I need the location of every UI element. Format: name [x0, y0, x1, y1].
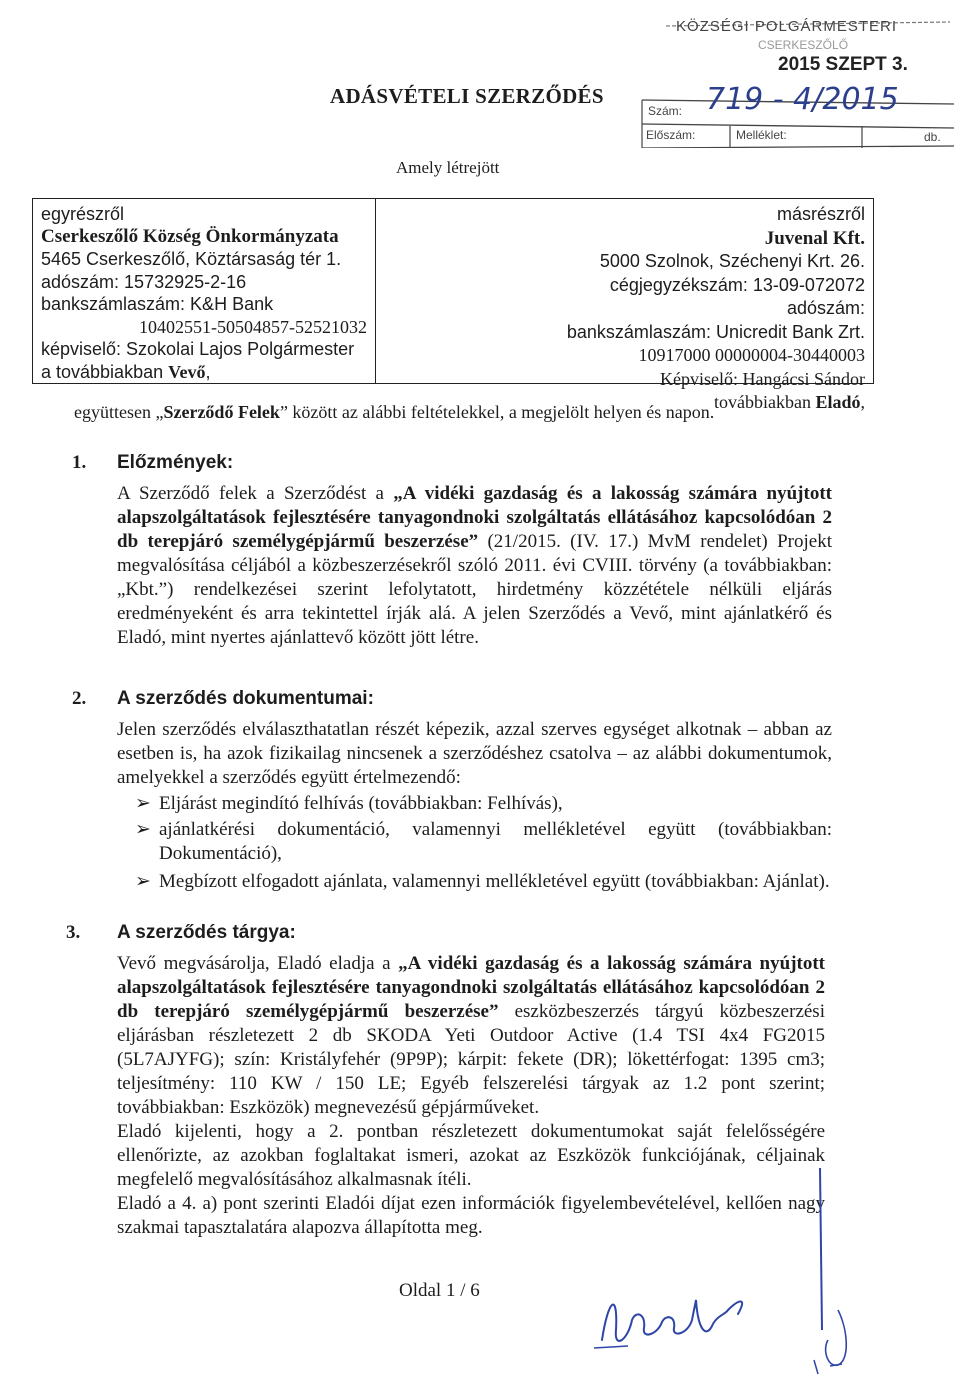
- section-2-bullets: [117, 792, 832, 894]
- seller-account: 10917000 00000004-30440003: [638, 345, 865, 365]
- buyer-bank: bankszámlaszám: K&H Bank: [41, 294, 274, 314]
- seller-reg: cégjegyzékszám: 13-09-072072: [609, 274, 865, 295]
- seller-rep: Képviselő: Hangácsi Sándor: [660, 368, 865, 389]
- section-3-text: [117, 952, 825, 1120]
- section-3-num-text: 3.: [66, 922, 81, 943]
- section-3-title: A szerződés tárgya:: [117, 922, 296, 943]
- parties-together: [74, 402, 714, 423]
- arrow-bullet-icon: ➢: [135, 871, 151, 892]
- buyer-hereinafter: [41, 361, 367, 384]
- section-1-number: [72, 452, 86, 474]
- stamp-town: CSERKESZŐLŐ: [758, 38, 849, 52]
- buyer-name: Cserkeszőlő Község Önkormányzata: [41, 225, 339, 247]
- margin-initials-mark: [808, 1160, 854, 1380]
- seller-address: 5000 Szolnok, Széchenyi Krt. 26.: [599, 251, 865, 271]
- buyer-hereinafter-prefix: a továbbiakban: [41, 361, 169, 382]
- section-1-project-name: „A vidéki gazdaság és a lakosság számára nyújtott alapszolgáltatások fejlesztésére tanyagondnoki szolgáltatás ellátásához kapcsolódóan 2 db terepjáró személygépjármű beszerzése”: [117, 483, 832, 552]
- section-3-text-b: eszközbeszerzés tárgyú közbeszerzési eljárásban részletezett 2 db SKODA Yeti Outdoor Active (1.4 TSI 4x4 FG2015 (5L7AJYFG); szín: Kristályfehér (9P9P); kárpit: fekete (DR); lökettérfogat: 1395 cm3; teljesítmény: 110 KW / 150 LE; Egyéb felszerelési tárgyak az 1.2 pont szerint; továbbiakban: Eszközök) megnevezésű gépjárműveket.: [117, 1001, 825, 1118]
- together-prefix: együttesen „: [74, 402, 164, 422]
- buyer-from: egyrészről: [41, 204, 125, 224]
- buyer-cell: [33, 199, 376, 383]
- section-1-text-b: (21/2015. (IV. 17.) MvM rendelet) Projekt megvalósítása céljából a közbeszerzésekről szóló 2011. évi CVIII. törvény (a továbbiakban: „Kbt.”) rendelkezései szerint lefolytatott, hirdetmény közzététele nélküli eljárás eredményeként és arra tekintettel írják alá. A jelen Szerződés a Vevő, mint ajánlatkérő és Eladó, mint nyertes ajánlattevő között jött létre.: [117, 531, 832, 648]
- list-item: [135, 870, 832, 894]
- section-2-number: [72, 688, 86, 710]
- section-3-body: [117, 952, 825, 1240]
- buyer-tax: adószám: 15732925-2-16: [41, 271, 247, 292]
- registration-stamp: [638, 8, 954, 148]
- section-1-text: [117, 482, 832, 650]
- list-item: [135, 818, 832, 866]
- seller-name: Juvenal Kft.: [764, 227, 865, 249]
- seller-tax: adószám:: [786, 298, 865, 318]
- section-1-text-a: A Szerződő felek a Szerződést a: [117, 483, 394, 504]
- seller-cell: [376, 199, 873, 412]
- section-3-text-d: Eladó a 4. a) pont szerinti Eladói díjat ezen információk figyelembevételével, kellően nagy szakmai tapasztalatára alapozva állapította meg.: [117, 1193, 825, 1238]
- section-3-text-c: Eladó kijelenti, hogy a 2. pontban részletezett dokumentumokat saját felelősségére ellenőrizte, az azokban foglaltakat ismeri, azokat az Eszközök funkciójának, céljainak megfelelő megvalósításához alkalmasnak ítéli.: [117, 1121, 825, 1190]
- together-bold: Szerződő Felek: [163, 402, 280, 422]
- seller-role: Eladó: [815, 392, 861, 412]
- section-3-text-a: Vevő megvásárolja, Eladó eladja a: [117, 953, 399, 974]
- section-2-body: [117, 718, 832, 894]
- buyer-hereinafter-suffix: ,: [205, 361, 211, 382]
- list-item: [135, 792, 832, 816]
- section-1-title: Előzmények:: [117, 452, 234, 473]
- bullet-text: Megbízott elfogadott ajánlata, valamennyi mellékletével együtt (továbbiakban: Ajánlat).: [159, 871, 830, 892]
- section-2-title: A szerződés dokumentumai:: [117, 688, 374, 709]
- seller-hereinafter-prefix: továbbiakban: [713, 392, 816, 412]
- stamp-date: 2015 SZEPT 3.: [778, 54, 908, 75]
- bullet-text: Eljárást megindító felhívás (továbbiakban: Felhívás),: [159, 793, 563, 814]
- section-3-number: [66, 922, 80, 944]
- seller-hereinafter-suffix: ,: [860, 392, 865, 412]
- buyer-role: Vevő: [168, 361, 206, 382]
- stamp-szam-label: Szám:: [648, 104, 683, 118]
- arrow-bullet-icon: ➢: [135, 793, 151, 814]
- buyer-rep: képviselő: Szokolai Lajos Polgármester: [41, 339, 355, 359]
- intro-text: Amely létrejött: [396, 158, 500, 177]
- stamp-eloszam-label: Előszám:: [646, 128, 696, 142]
- seller-bank: bankszámlaszám: Unicredit Bank Zrt.: [566, 321, 865, 342]
- arrow-bullet-icon: ➢: [135, 819, 151, 840]
- section-1-num-text: 1.: [72, 452, 87, 473]
- document-title: ADÁSVÉTELI SZERZŐDÉS: [330, 84, 604, 108]
- buyer-address: 5465 Cserkeszőlő, Köztársaság tér 1.: [41, 249, 342, 269]
- section-3-project-name: „A vidéki gazdaság és a lakosság számára nyújtott alapszolgáltatások fejlesztésére tanyagondnoki szolgáltatás ellátásához kapcsolódóan 2 db terepjáró személygépjármű beszerzése”: [117, 953, 826, 1022]
- seller-from: másrészről: [776, 204, 865, 224]
- page-number: Oldal 1 / 6: [399, 1280, 480, 1301]
- stamp-office: KÖZSÉGI POLGÁRMESTERI: [676, 18, 898, 35]
- stamp-szam-value: 719 - 4/2015: [706, 82, 899, 117]
- signature-scribble: [588, 1270, 788, 1370]
- stamp-melleklet-label: Melléklet:: [736, 128, 787, 142]
- section-2-text: Jelen szerződés elválaszthatatlan részét képezik, azzal szerves egységet alkotnak – abban az esetben is, ha azok fizikailag nincsenek a szerződéshez csatolva – az alábbi dokumentumok, amelyekkel a szerződés együtt értelmezendő:: [117, 719, 832, 788]
- stamp-db-label: db.: [924, 130, 941, 144]
- section-2-num-text: 2.: [72, 688, 87, 709]
- together-suffix: ” között az alábbi feltételekkel, a megjelölt helyen és napon.: [279, 402, 715, 422]
- buyer-account: 10402551-50504857-52521032: [139, 316, 367, 337]
- bullet-text: ajánlatkérési dokumentáció, valamennyi mellékletével együtt (továbbiakban: Dokumentáció),: [159, 819, 832, 864]
